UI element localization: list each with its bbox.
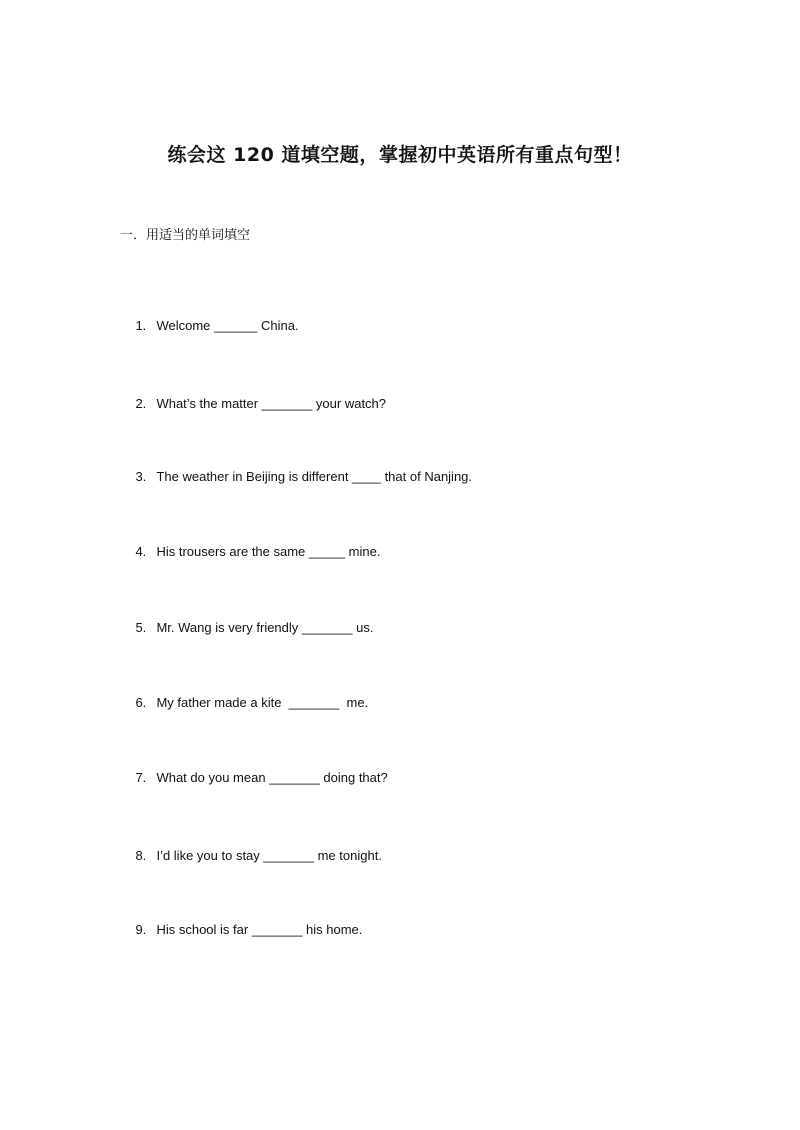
question-item [121,907,362,952]
question-item [121,680,368,725]
question-number: 6. [135,695,147,710]
question-text: Mr. Wang is very friendly _______ us. [156,620,374,635]
question-text: His trousers are the same _____ mine. [156,544,381,559]
question-text: His school is far _______ his home. [156,922,363,937]
question-number: 1. [135,318,147,333]
question-item [121,454,472,499]
question-text: Welcome ______ China. [156,318,299,333]
question-text: My father made a kite _______ me. [156,695,369,710]
question-number: 7. [135,770,147,785]
question-item [121,605,373,650]
question-text: The weather in Beijing is different ____ that of Nanjing. [156,469,473,484]
document-title: 练会这 120 道填空题，掌握初中英语所有重点句型！ [167,144,633,166]
question-number: 4. [135,544,147,559]
question-number: 2. [135,396,147,411]
question-number: 9. [135,922,147,937]
question-item [121,381,386,426]
question-item [121,833,382,878]
question-number: 3. [135,469,147,484]
section-heading: 一．用适当的单词填空 [120,228,251,243]
question-number: 8. [135,848,147,863]
question-text: What’s the matter _______ your watch? [156,396,387,411]
question-item [121,755,388,800]
question-item [121,529,380,574]
question-number: 5. [135,620,147,635]
question-item [121,303,299,348]
question-text: What do you mean _______ doing that? [156,770,388,785]
question-text: I’d like you to stay _______ me tonight. [156,848,382,863]
